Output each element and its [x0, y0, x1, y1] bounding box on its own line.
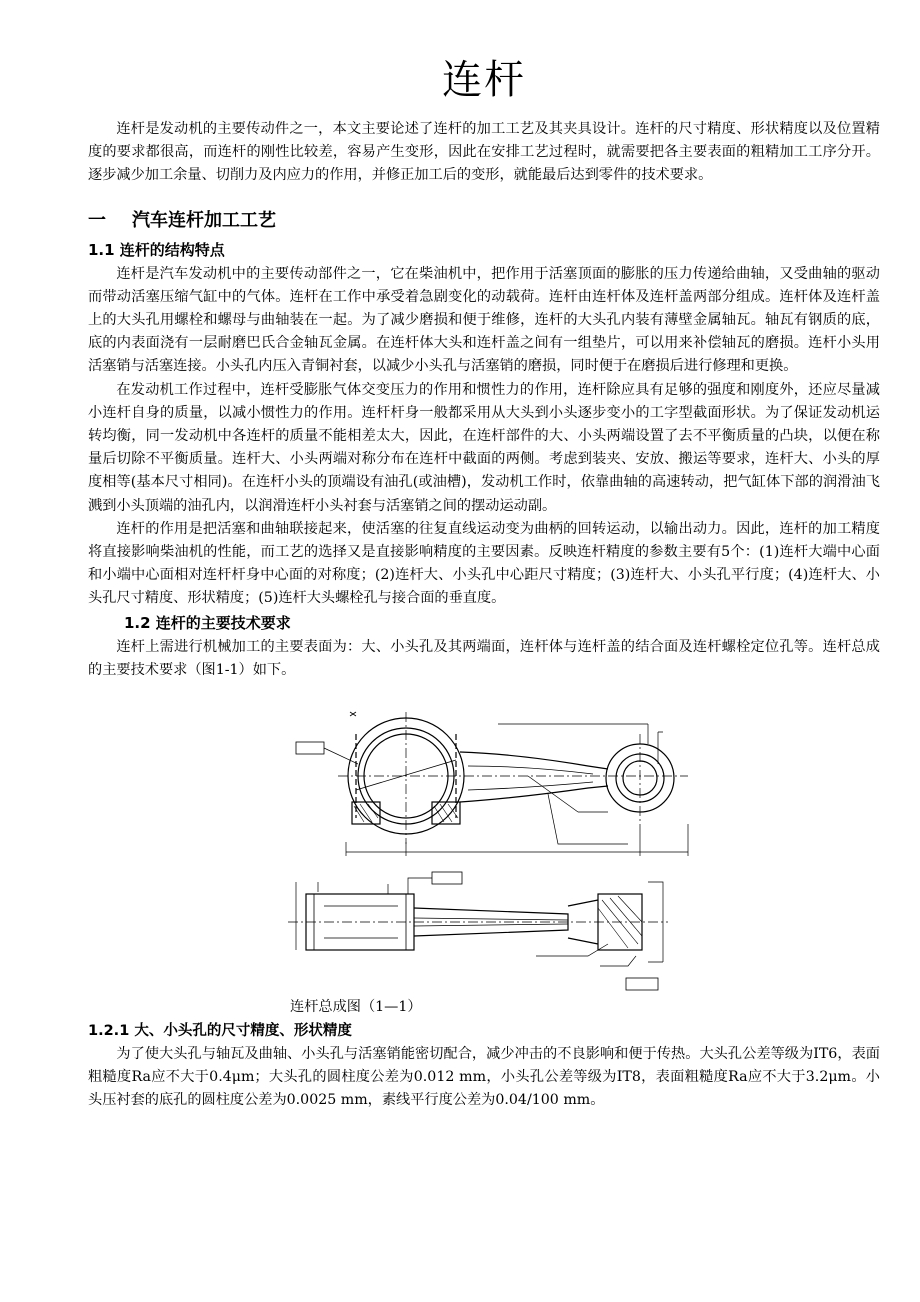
- technical-drawing: [88, 694, 880, 994]
- body-paragraph: 连杆上需进行机械加工的主要表面为：大、小头孔及其两端面，连杆体与连杆盖的结合面及连杆螺栓定位孔等。连杆总成的主要技术要求（图1-1）如下。: [88, 638, 880, 678]
- intro-paragraph: 连杆是发动机的主要传动件之一，本文主要论述了连杆的加工工艺及其夹具设计。连杆的尺寸精度、形状精度以及位置精度的要求都很高，而连杆的刚性比较差，容易产生变形，因此在安排工艺过程时，就需要把各主要表面的粗精加工工序分开。逐步减少加工余量、切削力及内应力的作用，并修正加工后的变形，就能最后达到零件的技术要求。: [88, 121, 880, 184]
- connecting-rod-drawing: [88, 694, 880, 994]
- subsection-heading-1-1: 1.1 连杆的结构特点: [88, 240, 225, 259]
- body-paragraph: 连杆是汽车发动机中的主要传动部件之一，它在柴油机中，把作用于活塞顶面的膨胀的压力传递给曲轴，又受曲轴的驱动而带动活塞压缩气缸中的气体。连杆在工作中承受着急剧变化的动载荷。连杆由连杆体及连杆盖两部分组成。连杆体及连杆盖上的大头孔用螺栓和螺母与曲轴装在一起。为了减少磨损和便于维修，连杆的大头孔内装有薄壁金属轴瓦。轴瓦有钢质的底，底的内表面浇有一层耐磨巴氏合金轴瓦金属。在连杆体大头和连杆盖之间有一组垫片，可以用来补偿轴瓦的磨损。连杆小头用活塞销与活塞连接。小头孔内压入青铜衬套，以减少小头孔与活塞销的磨损，同时便于在磨损后进行修理和更换。: [88, 265, 880, 375]
- body-paragraph: 连杆的作用是把活塞和曲轴联接起来，使活塞的往复直线运动变为曲柄的回转运动，以输出动力。因此，连杆的加工精度将直接影响柴油机的性能，而工艺的选择又是直接影响精度的主要因素。反映连杆精度的参数主要有5个：(1)连杆大端中心面和小端中心面相对连杆杆身中心面的对称度；(2)连杆大、小头孔中心距尺寸精度；(3)连杆大、小头孔平行度；(4)连杆大、小头孔尺寸精度、形状精度；(5)连杆大头螺栓孔与接合面的垂直度。: [88, 520, 880, 607]
- subsection-heading-1-2-1: 1.2.1 大、小头孔的尺寸精度、形状精度: [88, 1023, 352, 1040]
- figure-caption: 连杆总成图（1—1）: [290, 999, 422, 1016]
- section-number: 一: [88, 209, 106, 231]
- document-page: [88, 0, 880, 1113]
- section-heading-1: [88, 204, 880, 238]
- section-title: 汽车连杆加工工艺: [132, 209, 276, 231]
- page-title: 连杆: [442, 57, 526, 103]
- body-paragraph: 为了使大头孔与轴瓦及曲轴、小头孔与活塞销能密切配合，减少冲击的不良影响和便于传热。大头孔公差等级为IT6，表面粗糙度Ra应不大于0.4μm；大头孔的圆柱度公差为0.012 mm，小头孔公差等级为IT8，表面粗糙度Ra应不大于3.2μm。小头压衬套的底孔的圆柱度公差为0.0025 mm，素线平行度公差为0.04/100 mm。: [88, 1046, 880, 1109]
- body-paragraph: 在发动机工作过程中，连杆受膨胀气体交变压力的作用和惯性力的作用，连杆除应具有足够的强度和刚度外，还应尽量减小连杆自身的质量，以减小惯性力的作用。连杆杆身一般都采用从大头到小头逐步变小的工字型截面形状。为了保证发动机运转均衡，同一发动机中各连杆的质量不能相差太大，因此，在连杆部件的大、小头两端设置了去不平衡质量的凸块，以便在称量后切除不平衡质量。连杆大、小头两端对称分布在连杆中截面的两侧。考虑到装夹、安放、搬运等要求，连杆大、小头的厚度相等(基本尺寸相同)。在连杆小头的顶端设有油孔(或油槽)，发动机工作时，依靠曲轴的高速转动，把气缸体下部的润滑油飞溅到小头顶端的油孔内，以润滑连杆小头衬套与活塞销之间的摆动运动副。: [88, 381, 880, 514]
- subsection-heading-1-2: 1.2 连杆的主要技术要求: [124, 613, 291, 632]
